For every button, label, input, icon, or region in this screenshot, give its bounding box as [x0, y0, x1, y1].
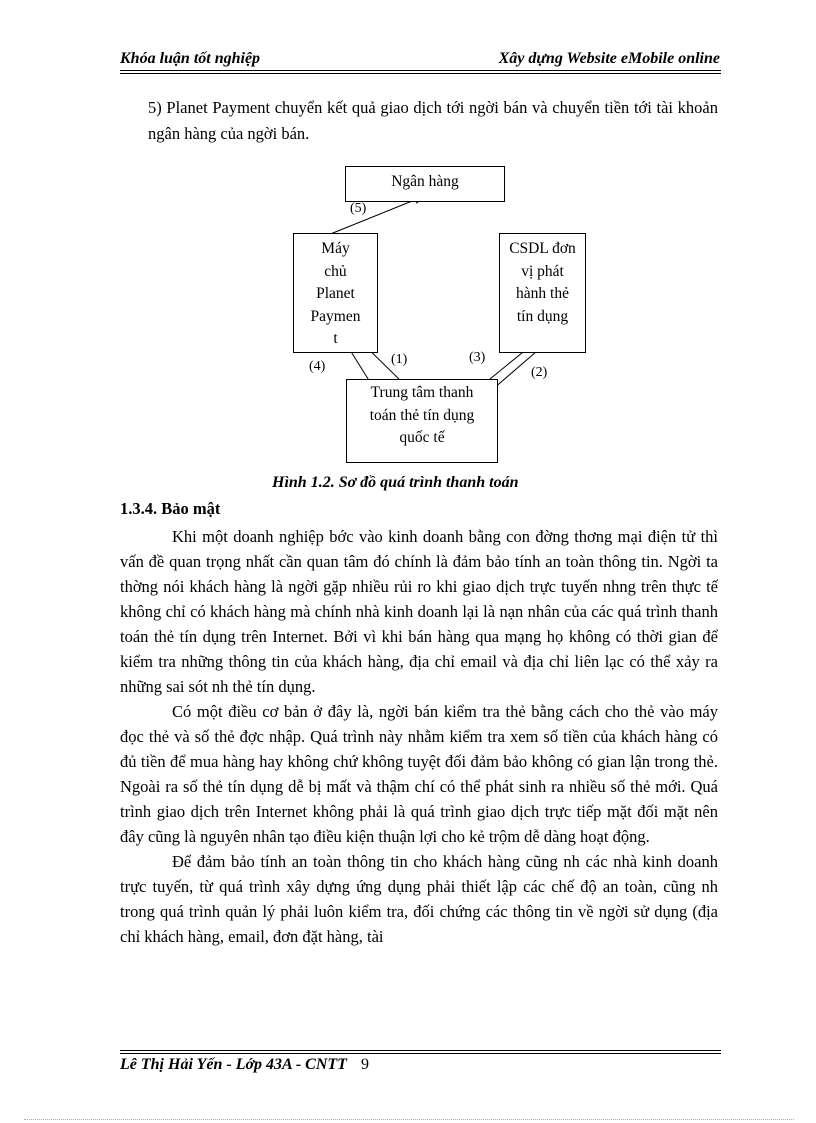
step-label-4: (4) — [309, 359, 326, 374]
page-number: 9 — [360, 1056, 369, 1073]
footer-rule-2 — [120, 1053, 721, 1054]
header-left-title: Khóa luận tốt nghiệp — [120, 50, 261, 67]
server-line: Paymen — [310, 307, 361, 325]
card-issuer-db-box — [499, 233, 586, 353]
server-line: chủ — [324, 262, 347, 280]
intl-card-center-box — [346, 379, 498, 463]
center-line: quốc tế — [399, 429, 445, 446]
planet-payment-server-box — [293, 233, 378, 353]
intro-step-5: 5) Planet Payment chuyển kết quả giao dịch tới ngời bán và chuyển tiền tới tài khoản ngân hàng của ngời bán. — [148, 98, 718, 143]
step-label-5: (5) — [350, 201, 367, 216]
footer-rule — [120, 1050, 721, 1051]
arrow-5 — [323, 197, 422, 237]
center-line: Trung tâm thanh — [370, 384, 474, 401]
bank-label: Ngân hàng — [391, 173, 459, 190]
server-line: Máy — [321, 240, 350, 257]
body-text — [120, 524, 718, 949]
page-footer — [120, 1056, 369, 1074]
step-label-3: (3) — [469, 350, 486, 365]
issuer-line: tín dụng — [516, 307, 569, 325]
bank-box — [345, 166, 505, 202]
paragraph: Khi một doanh nghiệp bớc vào kinh doanh bằng con đờng thơng mại điện tử thì vấn đề quan trọng nhất cần quan tâm đó chính là đảm bảo tính an toàn thông tin. Ngời ta thờng nói khách hàng là ngời gặp nhiều rủi ro khi giao dịch trực tuyến nhng trên thực tế không chỉ có khách hàng mà chính nhà kinh doanh lại là nạn nhân của các quá trình thanh toán thẻ tín dụng trên Internet. Bởi vì khi bán hàng qua mạng họ không có thời gian để kiểm tra những thông tin của khách hàng, địa chỉ email và địa chỉ liên lạc có thể xảy ra những sai sót nh thẻ tín dụng. — [120, 527, 718, 696]
footer-author: Lê Thị Hải Yến - Lớp 43A - CNTT — [120, 1056, 347, 1073]
paragraph: Để đảm bảo tính an toàn thông tin cho khách hàng cũng nh các nhà kinh doanh trực tuyến, từ quá trình xây dựng ứng dụng phải thiết lập các chế độ an toàn, cũng nh trong quá trình quản lý phải luôn kiểm tra, đối chứng các thông tin về ngời sử dụng (địa chỉ khách hàng, email, đơn đặt hàng, tài — [120, 852, 718, 946]
step-label-1: (1) — [391, 352, 408, 367]
section-heading: 1.3.4. Bảo mật — [120, 499, 221, 518]
issuer-line: CSDL đơn — [509, 240, 576, 257]
step-label-2: (2) — [531, 365, 548, 380]
issuer-line: vị phát — [521, 262, 564, 280]
server-line: Planet — [316, 285, 355, 302]
center-line: toán thẻ tín dụng — [369, 406, 475, 424]
issuer-line: hành thẻ — [516, 285, 569, 302]
page-bottom-divider — [24, 1119, 794, 1120]
header-right-title: Xây dựng Website eMobile online — [498, 50, 720, 67]
paragraph: Có một điều cơ bản ở đây là, ngời bán kiểm tra thẻ bằng cách cho thẻ vào máy đọc thẻ và số thẻ đợc nhập. Quá trình này nhằm kiểm tra xem số tiền của khách hàng có đủ tiền để mua hàng hay không chứ không tuyệt đối đảm bảo không có gian lận trong thẻ. Ngoài ra số thẻ tín dụng dễ bị mất và thậm chí có thể phát sinh ra nhiều số thẻ mới. Quá trình giao dịch trên Internet không phải là quá trình giao dịch trực tiếp mặt đối mặt nên đây cũng là nguyên nhân tạo điều kiện thuận lợi cho kẻ trộm dễ dàng hoạt động. — [120, 702, 718, 846]
server-line: t — [333, 330, 338, 347]
figure-caption: Hình 1.2. Sơ đồ quá trình thanh toán — [272, 474, 519, 491]
